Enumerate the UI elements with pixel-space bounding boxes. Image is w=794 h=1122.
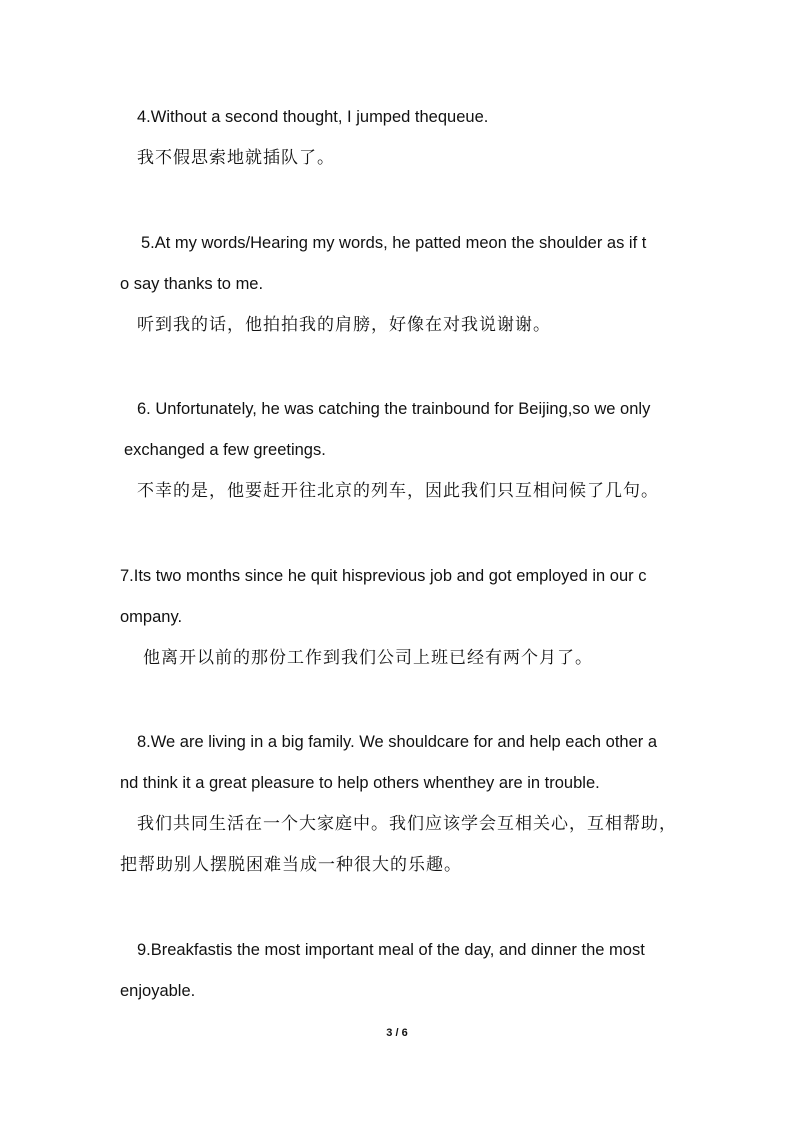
page-number: 3 / 6 xyxy=(386,1027,408,1039)
sentence-4-chinese-line-1: 我不假思索地就插队了。 xyxy=(137,148,335,168)
sentence-8-english-line-1: 8.We are living in a big family. We shouldcare for and help each other a xyxy=(137,733,658,751)
sentence-5-chinese-line-1: 听到我的话，他拍拍我的肩膀，好像在对我说谢谢。 xyxy=(137,315,551,335)
sentence-9-english-line-2: enjoyable. xyxy=(120,982,196,1000)
sentence-9-english-line-1: 9.Breakfastis the most important meal of the day, and dinner the most xyxy=(137,941,645,959)
sentence-7-english-line-2: ompany. xyxy=(120,608,183,626)
sentence-5-english-line-2: o say thanks to me. xyxy=(120,275,264,293)
sentence-5-english-line-1: 5.At my words/Hearing my words, he patted meon the shoulder as if t xyxy=(141,234,647,252)
sentence-6-english-line-1: 6. Unfortunately, he was catching the trainbound for Beijing,so we only xyxy=(137,400,651,418)
sentence-8-english-line-2: nd think it a great pleasure to help others whenthey are in trouble. xyxy=(120,774,600,792)
sentence-8-chinese-line-2: 把帮助别人摆脱困难当成一种很大的乐趣。 xyxy=(120,855,462,875)
sentence-7-chinese-line-1: 他离开以前的那份工作到我们公司上班已经有两个月了。 xyxy=(143,648,593,668)
sentence-6-chinese-line-1: 不幸的是，他要赶开往北京的列车，因此我们只互相问候了几句。 xyxy=(137,481,659,501)
sentence-7-english-line-1: 7.Its two months since he quit hisprevious job and got employed in our c xyxy=(120,567,647,585)
sentence-8-chinese-line-1: 我们共同生活在一个大家庭中。我们应该学会互相关心，互相帮助， xyxy=(137,814,677,834)
sentence-6-english-line-2: exchanged a few greetings. xyxy=(124,441,326,459)
sentence-4-english-line-1: 4.Without a second thought, I jumped thequeue. xyxy=(137,108,489,126)
